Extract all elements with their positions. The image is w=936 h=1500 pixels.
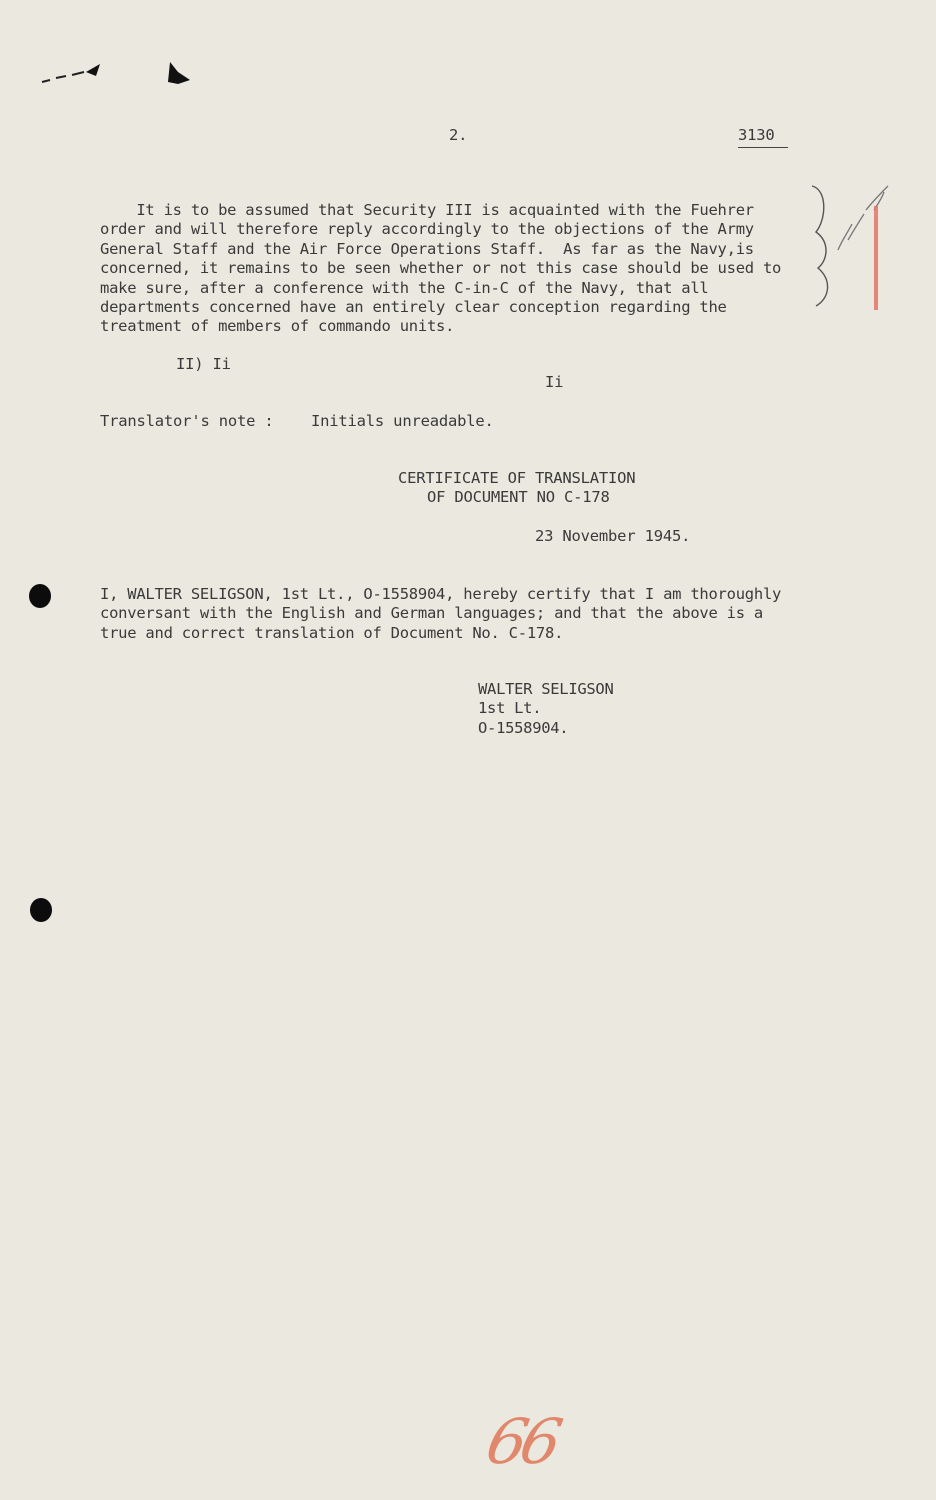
paragraph-line: departments concerned have an entirely clear conception regarding the [100, 298, 727, 317]
certificate-line: I, WALTER SELIGSON, 1st Lt., O-1558904, hereby certify that I am thoroughly [100, 585, 782, 603]
punch-hole-top [29, 584, 51, 608]
document-reference-number: 3130 [738, 126, 788, 148]
paragraph-line: order and will therefore reply accordingly to the objections of the Army [100, 220, 754, 239]
initials-signature: Ii [545, 373, 564, 391]
signature-block [478, 680, 613, 738]
certificate-subtitle: OF DOCUMENT NO C-178 [427, 488, 610, 506]
signature-rank: 1st Lt. [478, 699, 542, 718]
initials-line: II) Ii [176, 355, 231, 373]
paragraph-line: concerned, it remains to be seen whether or not this case should be used to [100, 259, 782, 278]
paragraph-line: make sure, after a conference with the C-in-C of the Navy, that all [100, 278, 709, 297]
margin-bracket-mark [808, 180, 908, 320]
signature-name: WALTER SELIGSON [478, 680, 614, 698]
translator-note-label: Translator's note : [100, 412, 274, 430]
certificate-title: CERTIFICATE OF TRANSLATION [398, 469, 636, 487]
punch-hole-bottom [30, 898, 52, 922]
translator-note-text: Initials unreadable. [311, 412, 494, 430]
signature-serial: O-1558904. [478, 718, 569, 737]
handwritten-page-number: 66 [480, 1405, 563, 1478]
main-paragraph [100, 201, 830, 337]
stray-ink-mark [38, 58, 208, 92]
certificate-date: 23 November 1945. [535, 527, 691, 545]
paragraph-line: treatment of members of commando units. [100, 317, 455, 336]
certificate-body [100, 585, 840, 643]
certificate-line: true and correct translation of Document No. C-178. [100, 623, 564, 642]
certificate-line: conversant with the English and German languages; and that the above is a [100, 604, 763, 623]
paragraph-line: General Staff and the Air Force Operations Staff. As far as the Navy,is [100, 239, 754, 258]
page-number: 2. [449, 126, 468, 144]
paragraph-line: It is to be assumed that Security III is acquainted with the Fuehrer [100, 201, 754, 219]
